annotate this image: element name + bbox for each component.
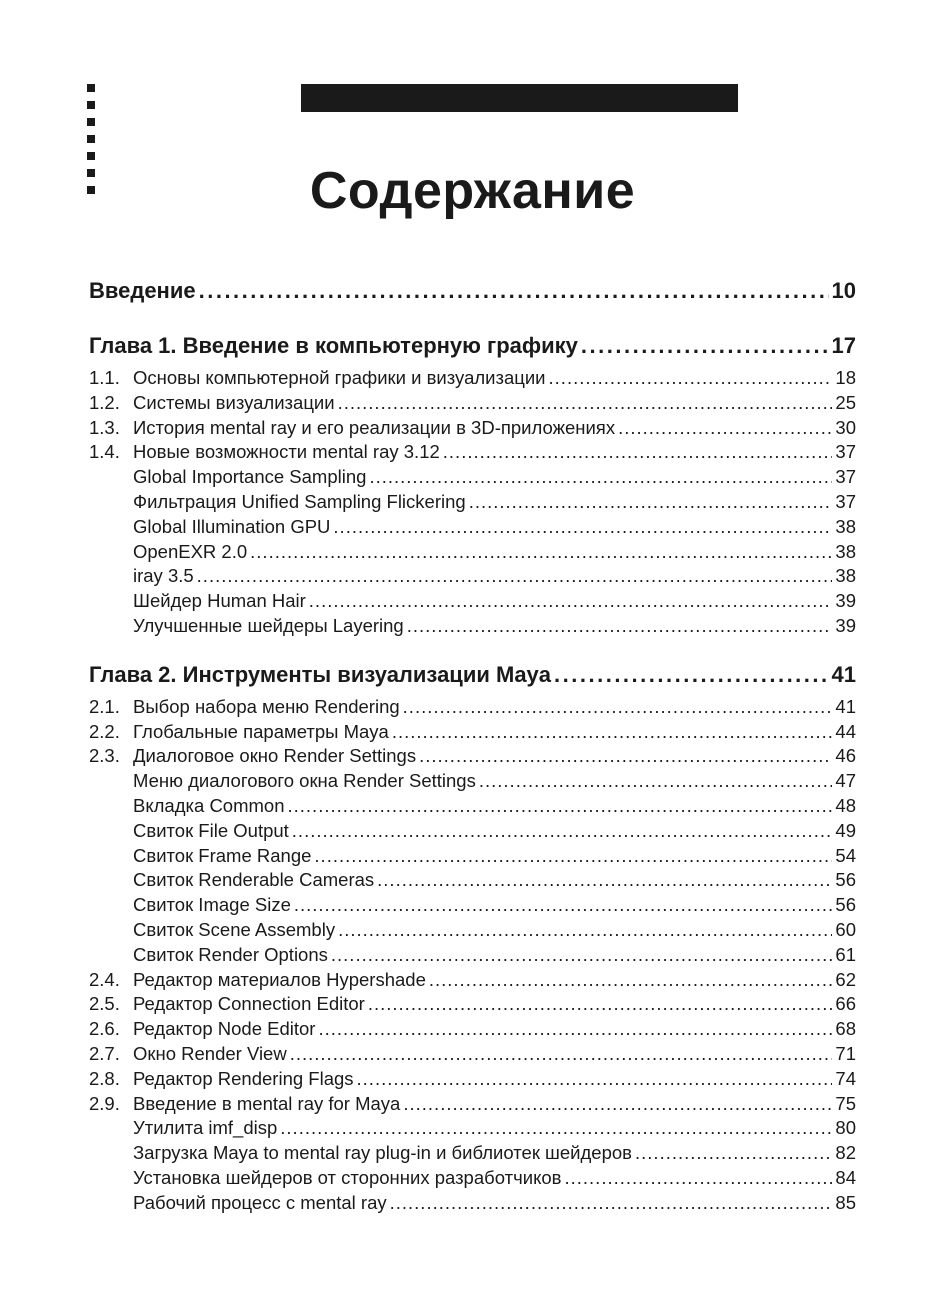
toc-subsection-entry[interactable] — [89, 1166, 856, 1191]
entry-page: 37 — [835, 490, 856, 512]
toc-subsection-entry[interactable] — [89, 515, 856, 540]
section-number: 2.5. — [89, 993, 120, 1015]
toc-section-entry[interactable] — [89, 744, 856, 769]
entry-page: 38 — [835, 540, 856, 562]
toc-section-entry[interactable] — [89, 720, 856, 745]
dot-leader — [443, 440, 833, 465]
toc-subsection-entry[interactable] — [89, 893, 856, 918]
entry-page: 82 — [835, 1142, 856, 1164]
dot-leader — [280, 1116, 832, 1141]
section-number: 2.4. — [89, 968, 120, 990]
dot-leader — [357, 1067, 833, 1092]
entry-title: Редактор Connection Editor — [133, 993, 365, 1015]
toc-section-entry[interactable] — [89, 1067, 856, 1092]
toc-subsection-entry[interactable] — [89, 943, 856, 968]
toc-subsection-entry[interactable] — [89, 1116, 856, 1141]
entry-title: Свиток File Output — [133, 819, 289, 841]
toc-subsection-entry[interactable] — [89, 819, 856, 844]
toc-section-entry[interactable] — [89, 992, 856, 1017]
toc-subsection-entry[interactable] — [89, 540, 856, 565]
dot-leader — [368, 992, 833, 1017]
section-number: 1.1. — [89, 367, 120, 388]
toc-section-entry[interactable] — [89, 391, 856, 416]
entry-page: 49 — [835, 819, 856, 841]
toc-subsection-entry[interactable] — [89, 844, 856, 869]
entry-page: 60 — [835, 918, 856, 940]
entry-title: Вкладка Common — [133, 794, 285, 816]
chapter-heading[interactable] — [89, 657, 856, 693]
toc-subsection-entry[interactable] — [89, 589, 856, 614]
section-number: 2.2. — [89, 720, 120, 742]
dot-leader — [469, 490, 833, 515]
dot-leader — [309, 589, 833, 614]
entry-page: 68 — [835, 1018, 856, 1040]
section-number: 1.4. — [89, 441, 120, 463]
toc-subsection-entry[interactable] — [89, 564, 856, 589]
decorative-dot — [87, 152, 95, 160]
toc-section-entry[interactable] — [89, 695, 856, 720]
entry-page: 71 — [835, 1042, 856, 1064]
entry-title: Свиток Image Size — [133, 894, 291, 916]
entry-title: Выбор набора меню Rendering — [133, 695, 400, 717]
dot-leader — [403, 695, 833, 720]
entry-title: OpenEXR 2.0 — [133, 540, 248, 562]
section-number: 2.8. — [89, 1067, 120, 1089]
entry-title: Новые возможности mental ray 3.12 — [133, 441, 440, 463]
toc-section-entry[interactable] — [89, 968, 856, 993]
dot-leader — [549, 366, 833, 391]
section-number: 2.1. — [89, 695, 120, 717]
entry-title: Основы компьютерной графики и визуализации — [133, 367, 546, 388]
dot-leader — [407, 614, 833, 639]
entry-title: Редактор материалов Hypershade — [133, 968, 426, 990]
toc-section-entry[interactable] — [89, 366, 856, 391]
decorative-dot — [87, 101, 95, 109]
section-number: 2.7. — [89, 1042, 120, 1064]
entry-page: 62 — [835, 968, 856, 990]
dot-leader — [581, 328, 829, 364]
entry-page: 80 — [835, 1117, 856, 1139]
decorative-dot — [87, 135, 95, 143]
dot-leader — [199, 274, 829, 308]
entry-title: iray 3.5 — [133, 565, 194, 587]
entry-title: Рабочий процесс с mental ray — [133, 1191, 387, 1213]
dot-leader — [197, 564, 833, 589]
toc-subsection-entry[interactable] — [89, 1141, 856, 1166]
entry-page: 75 — [835, 1092, 856, 1114]
toc-section-entry[interactable] — [89, 440, 856, 465]
toc-section-entry[interactable] — [89, 1017, 856, 1042]
entry-title: Шейдер Human Hair — [133, 590, 306, 612]
entry-page: 37 — [835, 466, 856, 488]
entry-title: Global Illumination GPU — [133, 515, 331, 537]
entry-page: 48 — [835, 794, 856, 816]
dot-leader — [314, 844, 832, 869]
entry-title: Свиток Frame Range — [133, 844, 312, 866]
section-number: 2.9. — [89, 1092, 120, 1114]
entry-page: 38 — [835, 515, 856, 537]
entry-title: История mental ray и его реализации в 3D-приложениях — [133, 416, 616, 438]
toc-subsection-entry[interactable] — [89, 490, 856, 515]
entry-title: Редактор Node Editor — [133, 1018, 316, 1040]
entry-title: Фильтрация Unified Sampling Flickering — [133, 490, 466, 512]
chapter-heading[interactable] — [89, 328, 856, 364]
toc-subsection-entry[interactable] — [89, 868, 856, 893]
dot-leader — [333, 515, 832, 540]
entry-page: 18 — [835, 367, 856, 388]
entry-page: 30 — [835, 416, 856, 438]
dot-leader — [288, 794, 833, 819]
entry-page: 39 — [835, 614, 856, 636]
chapter-title: Глава 2. Инструменты визуализации Maya — [89, 661, 552, 687]
toc-intro-entry[interactable] — [89, 274, 856, 308]
entry-title: Свиток Renderable Cameras — [133, 869, 375, 891]
entry-page: 61 — [835, 943, 856, 965]
dot-leader — [392, 720, 833, 745]
dot-leader — [290, 1042, 833, 1067]
entry-title: Global Importance Sampling — [133, 466, 367, 488]
dot-leader — [419, 744, 832, 769]
dot-leader — [338, 918, 832, 943]
entry-page: 44 — [835, 720, 856, 742]
dot-leader — [377, 868, 832, 893]
chapter-page: 17 — [831, 333, 856, 358]
dot-leader — [318, 1017, 832, 1042]
header-black-bar — [301, 84, 738, 112]
entry-title: Загрузка Maya to mental ray plug-in и библиотек шейдеров — [133, 1142, 633, 1164]
dot-leader — [390, 1191, 833, 1216]
entry-title: Введение в mental ray for Maya — [133, 1092, 401, 1114]
entry-page: 74 — [835, 1067, 856, 1089]
toc-subsection-entry[interactable] — [89, 794, 856, 819]
dot-leader — [292, 819, 833, 844]
entry-page: 46 — [835, 745, 856, 767]
entry-title: Диалоговое окно Render Settings — [133, 745, 417, 767]
entry-title: Глобальные параметры Maya — [133, 720, 389, 742]
entry-page: 38 — [835, 565, 856, 587]
dot-leader — [250, 540, 832, 565]
entry-page: 84 — [835, 1166, 856, 1188]
entry-title: Редактор Rendering Flags — [133, 1067, 354, 1089]
entry-page: 85 — [835, 1191, 856, 1213]
entry-title: Системы визуализации — [133, 391, 335, 413]
decorative-dot — [87, 84, 95, 92]
dot-leader — [369, 465, 832, 490]
entry-page: 66 — [835, 993, 856, 1015]
toc-subsection-entry[interactable] — [89, 614, 856, 639]
dot-leader — [331, 943, 833, 968]
entry-page: 56 — [835, 894, 856, 916]
entry-page: 47 — [835, 770, 856, 792]
dot-leader — [635, 1141, 832, 1166]
decorative-dot — [87, 118, 95, 126]
entry-page: 37 — [835, 441, 856, 463]
section-number: 2.3. — [89, 745, 120, 767]
entry-title: Свиток Scene Assembly — [133, 918, 336, 940]
entry-title: Введение — [89, 278, 196, 303]
entry-title: Окно Render View — [133, 1042, 287, 1064]
chapter-page: 41 — [831, 661, 856, 687]
entry-title: Установка шейдеров от сторонних разработчиков — [133, 1166, 562, 1188]
entry-title: Улучшенные шейдеры Layering — [133, 614, 404, 636]
table-of-contents — [89, 274, 856, 1216]
chapter-title: Глава 1. Введение в компьютерную графику — [89, 333, 578, 358]
dot-leader — [564, 1166, 832, 1191]
entry-page: 10 — [831, 278, 856, 303]
dot-leader — [403, 1092, 832, 1117]
dot-leader — [338, 391, 833, 416]
dot-leader — [618, 416, 832, 441]
entry-page: 25 — [835, 391, 856, 413]
dot-leader — [479, 769, 833, 794]
dot-leader — [429, 968, 833, 993]
toc-subsection-entry[interactable] — [89, 769, 856, 794]
entry-page: 41 — [835, 695, 856, 717]
toc-section-entry[interactable] — [89, 1092, 856, 1117]
dot-leader — [294, 893, 833, 918]
section-number: 1.3. — [89, 416, 120, 438]
entry-title: Свиток Render Options — [133, 943, 328, 965]
dot-leader — [554, 657, 828, 693]
section-number: 1.2. — [89, 391, 120, 413]
entry-page: 39 — [835, 590, 856, 612]
toc-section-entry[interactable] — [89, 1042, 856, 1067]
entry-title: Утилита imf_disp — [133, 1117, 278, 1139]
toc-section-entry[interactable] — [89, 416, 856, 441]
toc-subsection-entry[interactable] — [89, 918, 856, 943]
toc-subsection-entry[interactable] — [89, 1191, 856, 1216]
section-number: 2.6. — [89, 1018, 120, 1040]
entry-page: 56 — [835, 869, 856, 891]
entry-page: 54 — [835, 844, 856, 866]
page-title: Содержание — [309, 162, 636, 220]
toc-subsection-entry[interactable] — [89, 465, 856, 490]
entry-title: Меню диалогового окна Render Settings — [133, 770, 476, 792]
